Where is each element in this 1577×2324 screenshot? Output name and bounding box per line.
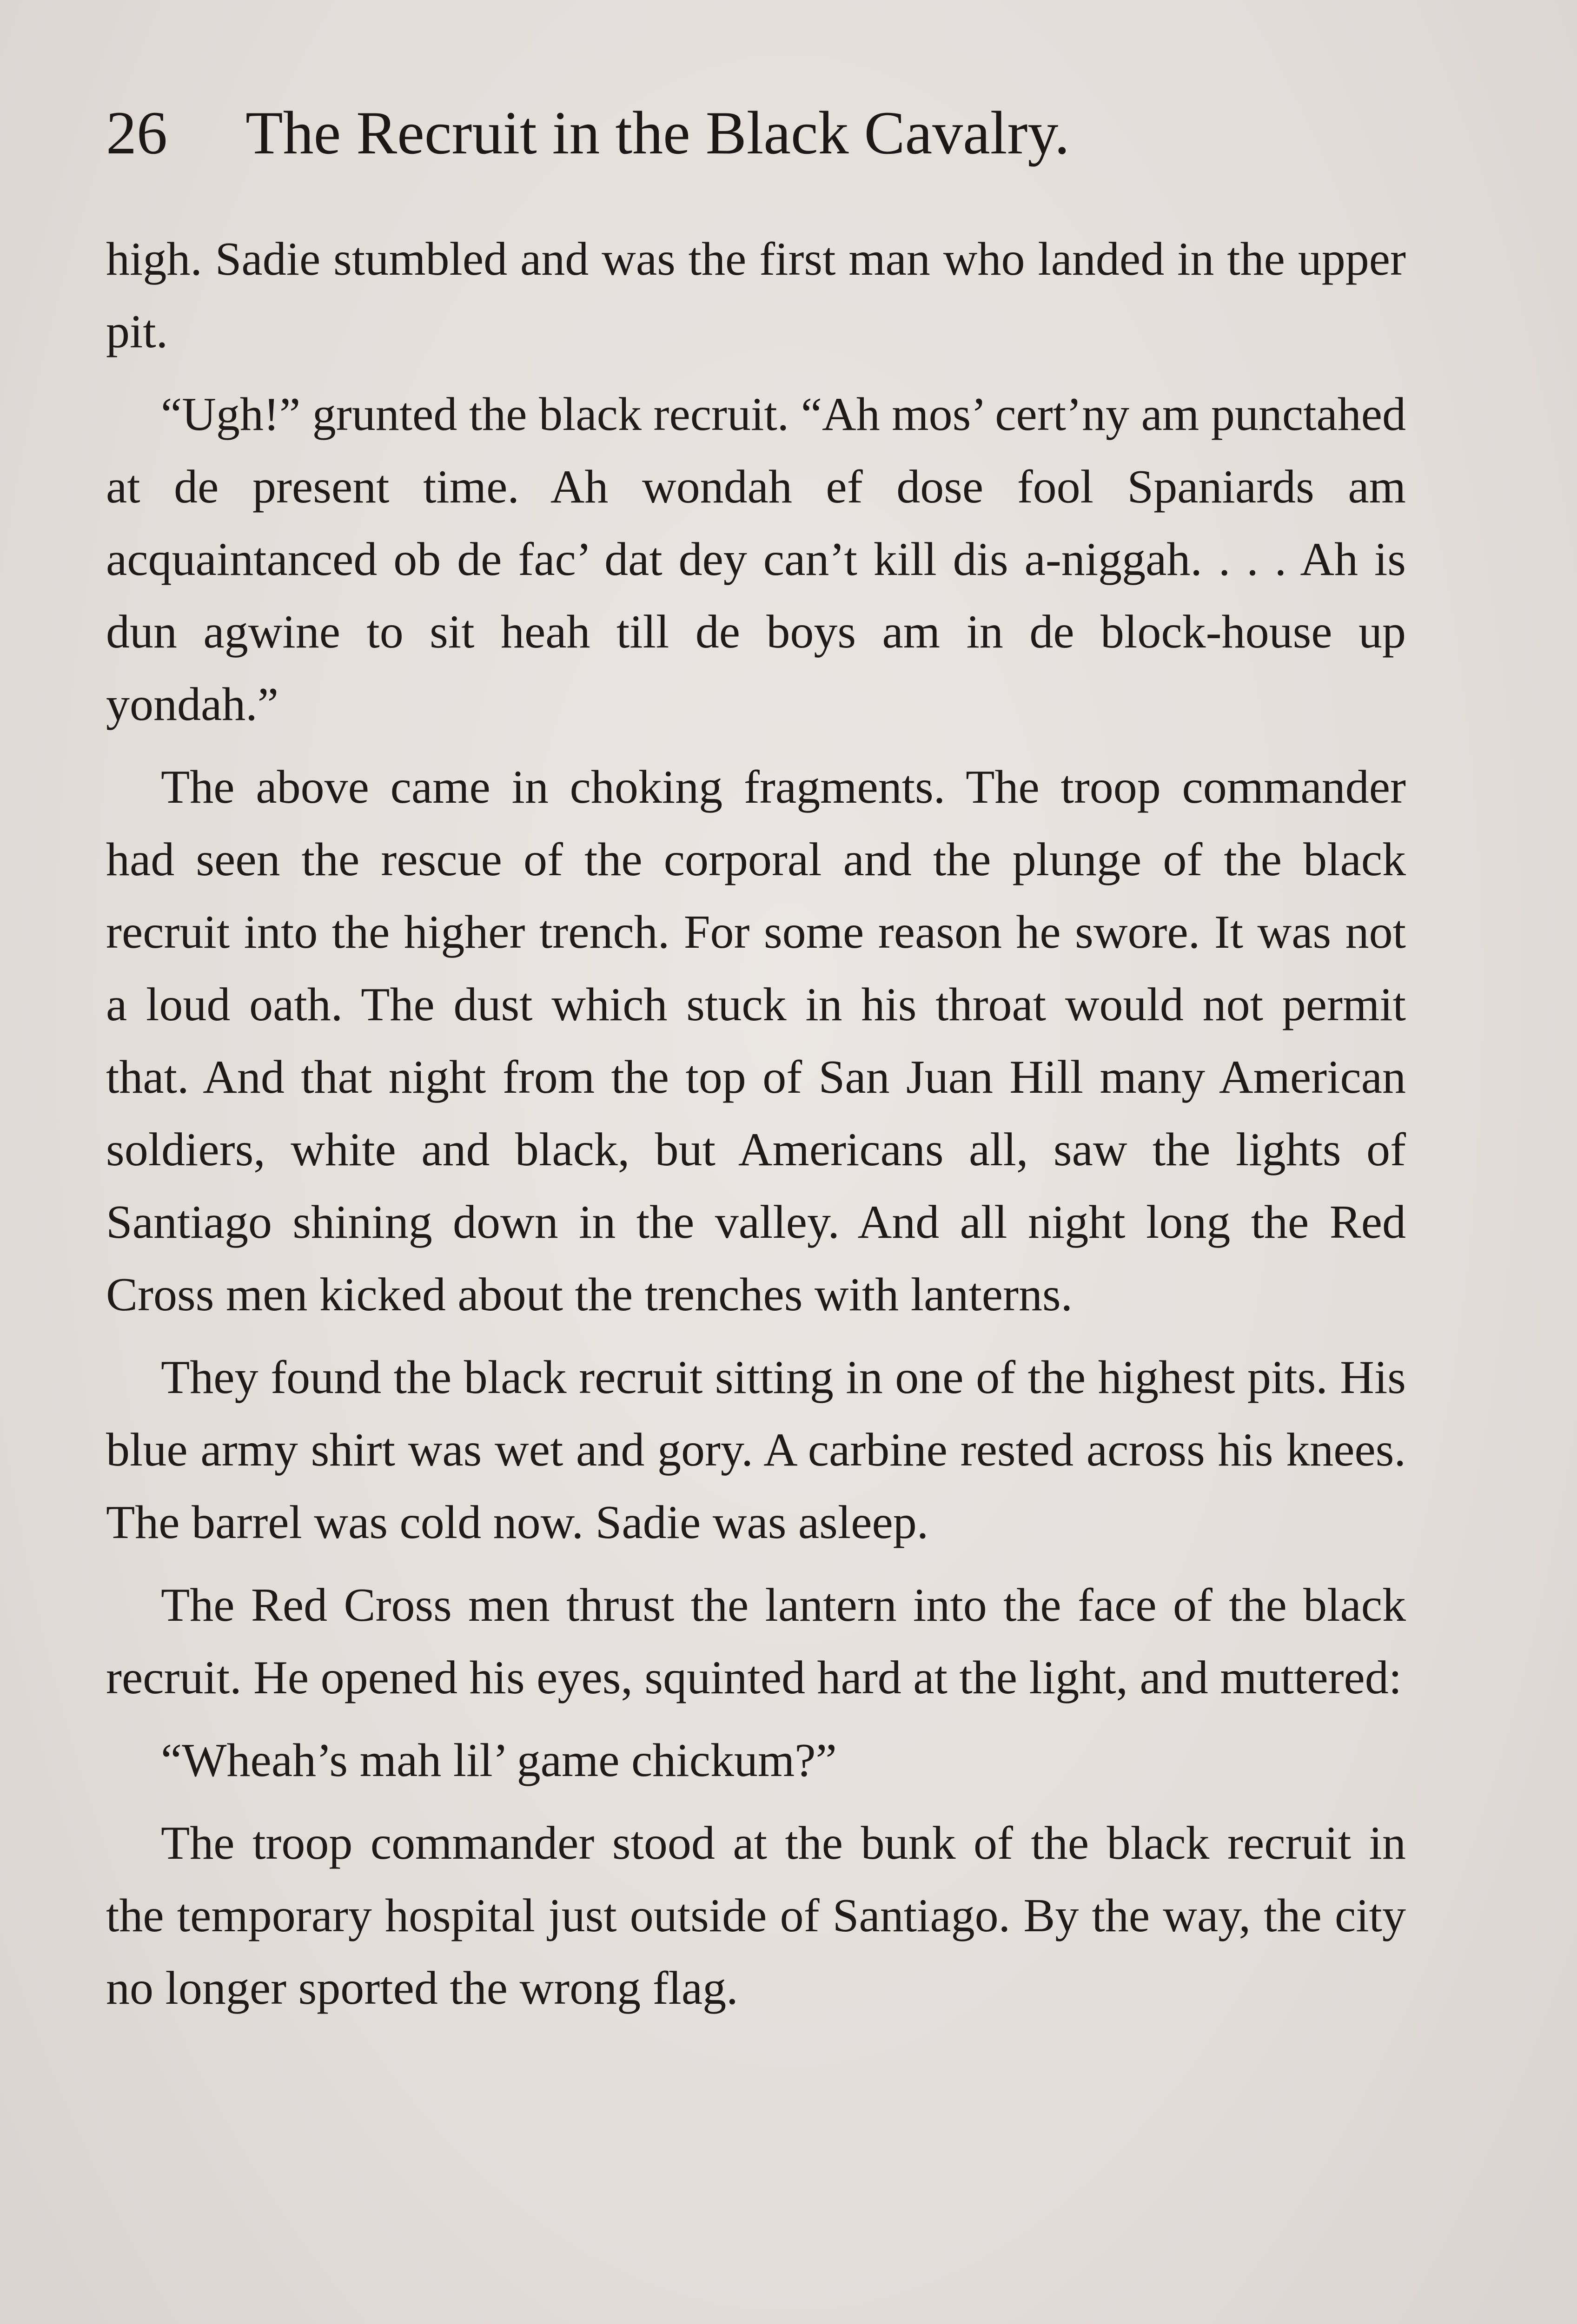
paragraph: They found the black recruit sitting in one of the highest pits. His blue army shirt was wet and gory. A carbine rested across his knees. The barrel was cold now. Sadie was asleep. [106, 1351, 1406, 1549]
paragraph: The troop commander stood at the bunk of the black recruit in the temporary hospital just outside of Santiago. By the way, the city no longer sported the wrong flag. [106, 1817, 1406, 2014]
body-text [106, 223, 1406, 2035]
paragraph: “Wheah’s mah lil’ game chickum?” [161, 1734, 837, 1787]
running-title: The Recruit in the Black Cavalry. [245, 99, 1070, 167]
paragraph: The above came in choking fragments. The troop commander had seen the rescue of the corporal and the plunge of the black recruit into the higher trench. For some reason he swore. It was not a loud oath. The dust which stuck in his throat would not permit that. And that night from the top of San Juan Hill many American soldiers, white and black, but Americans all, saw the lights of Santiago shining down in the valley. And all night long the Red Cross men kicked about the trenches with lanterns. [106, 761, 1406, 1321]
page-number: 26 [106, 99, 167, 167]
paragraph: “Ugh!” grunted the black recruit. “Ah mos’ cert’ny am punctahed at de present time. Ah wondah ef dose fool Spaniards am acquaintanced ob de fac’ dat dey can’t kill dis a-niggah. . . . Ah is dun agwine to sit heah till de boys am in de block-house up yondah.” [106, 388, 1406, 731]
paragraph: high. Sadie stumbled and was the first man who landed in the upper pit. [106, 233, 1406, 358]
page-header [106, 91, 1422, 175]
paragraph: The Red Cross men thrust the lantern into the face of the black recruit. He opened his eyes, squinted hard at the light, and muttered: [106, 1579, 1406, 1704]
